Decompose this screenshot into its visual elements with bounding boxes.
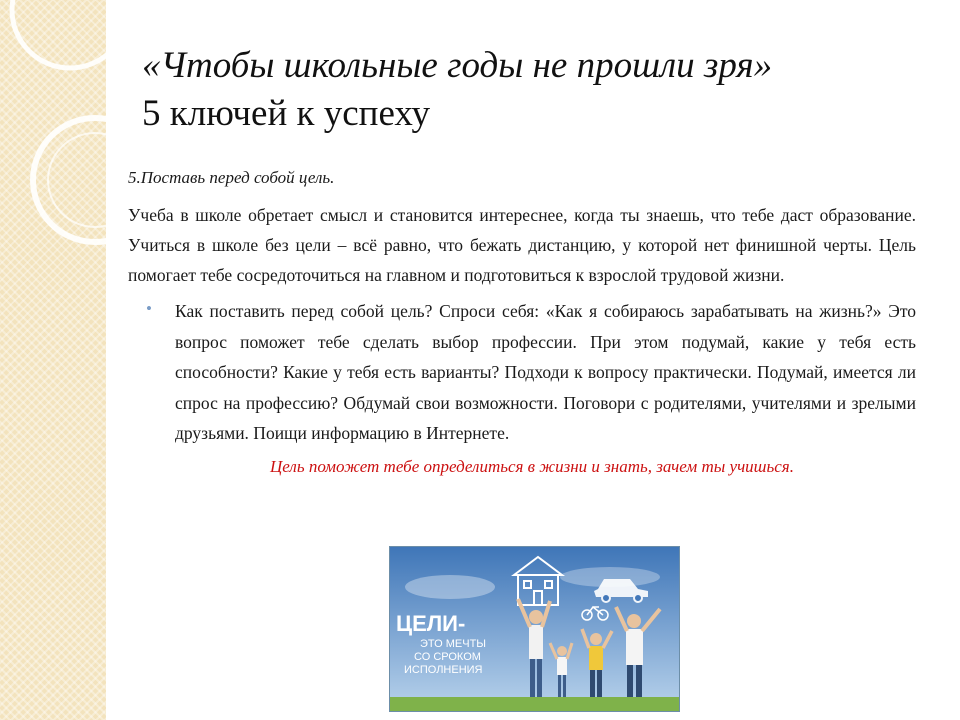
title-subtitle: 5 ключей к успеху (142, 93, 430, 134)
picture-title: ЦЕЛИ- (396, 611, 466, 636)
goals-illustration (389, 546, 680, 712)
conclusion-text: Цель поможет тебе определиться в жизни и знать, зачем ты учишься. (270, 456, 794, 476)
picture-line3: ИСПОЛНЕНИЯ (404, 664, 483, 676)
title-quote: «Чтобы школьные годы не прошли зря» (142, 45, 773, 86)
bullet-text: Как поставить перед собой цель? Спроси себя: «Как я собираюсь зарабатывать на жизнь?» Это вопрос поможет тебе сделать выбор профессии. При этом подумай, какие у тебя есть способности? Какие у тебя есть варианты? Подходи к вопросу практически. Подумай, имеется ли спрос на профессию? Обдумай свои возможности. Поговори с родителями, учителями и зрелыми друзьями. Поищи информацию в Интернете. (175, 301, 916, 443)
picture-line1: ЭТО МЕЧТЫ (420, 638, 487, 650)
decorative-rings (0, 0, 106, 720)
slide-title (142, 42, 922, 138)
bullet-icon: • (146, 299, 152, 318)
intro-paragraph: Учеба в школе обретает смысл и становится интереснее, когда ты знаешь, что тебе даст образование. Учиться в школе без цели – всё равно, что бежать дистанцию, у которой нет финишной черты. Цель помогает тебе сосредоточиться на главном и подготовиться к взрослой трудовой жизни. (128, 205, 916, 285)
bullet-item (128, 296, 916, 449)
grass-strip (390, 697, 679, 711)
decorative-side-panel (0, 0, 106, 720)
slide-body (128, 168, 916, 477)
picture-line2: СО СРОКОМ (414, 651, 481, 663)
point-heading: 5.Поставь перед собой цель. (128, 168, 335, 187)
